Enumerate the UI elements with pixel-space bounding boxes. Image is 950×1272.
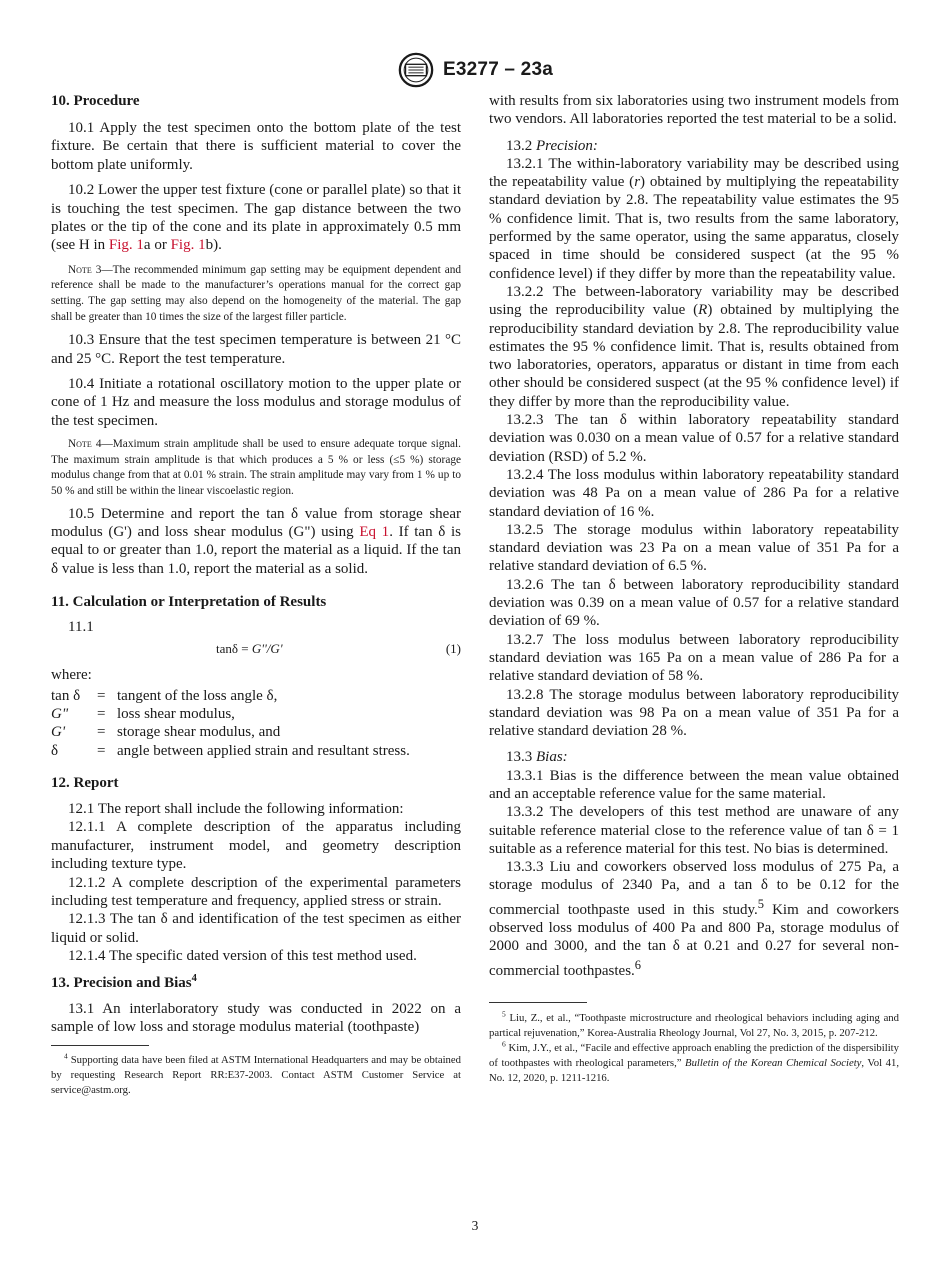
- paragraph-11-1: 11.1: [68, 619, 94, 636]
- definition-row: tan δ = tangent of the loss angle δ,: [51, 688, 278, 705]
- paragraph-12-1-2: 12.1.2 A complete description of the experimental parameters including test temperature and frequency, applied stress or strain.: [51, 874, 461, 909]
- right-column: [489, 92, 899, 1086]
- paragraph-13-2-3: 13.2.3 The tan δ within laboratory repeatability standard deviation was 0.030 on a mean value of 0.57 for a relative standard deviation (RSD) of 5.2 %.: [489, 412, 899, 465]
- section-11-heading: 11. Calculation or Interpretation of Results: [51, 594, 327, 611]
- paragraph-13-1: 13.1 An interlaboratory study was conducted in 2022 on a sample of low loss and storage modulus material (toothpaste): [51, 1000, 461, 1035]
- paragraph-13-3-1: 13.3.1 Bias is the difference between the mean value obtained and an acceptable reference value for the same material.: [489, 767, 899, 802]
- paragraph-13-2-5: 13.2.5 The storage modulus within laboratory repeatability standard deviation was 23 Pa on a mean value of 351 Pa for a relative standard deviation of 6.5 %.: [489, 521, 899, 575]
- note-4-label: Note 4: [68, 438, 102, 451]
- astm-logo-icon: [397, 51, 435, 89]
- paragraph-12-1: 12.1 The report shall include the following information:: [68, 800, 404, 817]
- footnote-4: $^4$ Supporting data have been filed at ASTM International Headquarters and may be obtained by requesting Research Report RR:E37-2003. Contact ASTM Customer Service at service@astm.org.: [51, 1051, 461, 1097]
- page-number: 3: [471, 1218, 479, 1233]
- paragraph-13-2-1: 13.2.1 The within-laboratory variability may be described using the repeatability value (r) obtained by multiplying the repeatability standard deviation by 2.8. The repeatability value estimates the 95 % confidence limit. That is, two results from the same laboratory, performed by the same operator, using the same apparatus, closely spaced in time should be considered suspect (at the 95 % confidence level) if they differ by more than the repeatability value.: [489, 155, 899, 282]
- footnote-4-ref[interactable]: 4: [191, 972, 197, 984]
- footnote-5-ref[interactable]: 5: [757, 896, 765, 911]
- fig1b-link[interactable]: Fig. 1: [170, 237, 206, 254]
- footnote-6: $^6$ Kim, J.Y., et al., “Facile and effective approach enabling the prediction of the dispersibility of toothpastes with rheological parameters,” Bulletin of the Korean Chemical Society, Vol 41, No. 12, 2020, p. 1211-1216.: [489, 1039, 899, 1084]
- definition-list: [51, 687, 461, 760]
- fig1a-link[interactable]: Fig. 1: [108, 237, 144, 254]
- footnote-5: $^5$ Liu, Z., et al., “Toothpaste microstructure and rheological behaviors including aging and partical rejuvenation,” Korea-Australia Rheology Journal, Vol 27, No. 3, 2015, p. 207-212.: [489, 1009, 899, 1039]
- paragraph-12-1-1: 12.1.1 A complete description of the apparatus including manufacturer, instrument model, and geometry description including texture type.: [51, 819, 461, 873]
- page-header: [0, 50, 950, 90]
- subsection-13-2-heading: 13.2 Precision:: [506, 137, 598, 154]
- standard-designation: E3277 – 23a: [443, 59, 553, 80]
- footnote-6-ref[interactable]: 6: [634, 957, 642, 972]
- subsection-13-3-heading: 13.3 Bias:: [506, 749, 568, 766]
- paragraph-13-2-7: 13.2.7 The loss modulus between laboratory reproducibility standard deviation was 165 Pa on a mean value of 286 Pa for a relative standard deviation of 58 %.: [489, 631, 899, 685]
- equation-1: [51, 640, 461, 658]
- equation-formula: tanδ = G''/G': [216, 640, 283, 656]
- section-12-heading: 12. Report: [51, 774, 119, 791]
- paragraph-13-3-2: 13.3.2 The developers of this test method are unaware of any suitable reference material close to the reference value of tan δ = 1 suitable as a reference material for this test. No bias is determined.: [489, 804, 899, 857]
- paragraph-10-4: 10.4 Initiate a rotational oscillatory motion to the upper plate or cone of 1 Hz and measure the loss modulus and storage modulus of the test specimen.: [51, 376, 461, 429]
- paragraph-13-3-3: 13.3.3 Liu and coworkers observed loss modulus of 275 Pa, a storage modulus of 2340 Pa, and a tan δ to be 0.12 for the commercial toothpaste used in this study.$^5$ Kim and coworkers observed loss modulus of 400 Pa and 800 Pa, storage modulus of 2000 and 3000, and the tan δ at 0.21 and 0.27 for several non-commercial toothpastes.$^6$: [489, 859, 899, 979]
- definition-row: G' = storage shear modulus, and: [51, 724, 281, 741]
- paragraph-10-5: 10.5 Determine and report the tan δ value from storage shear modulus (G') and loss shear modulus (G") using Eq 1. If tan δ is equal to or greater than 1.0, report the material as a liquid. If the tan δ value is less than 1.0, report the material as a solid.: [51, 505, 462, 577]
- paragraph-13-2-2: 13.2.2 The between-laboratory variability may be described using the reproducibility value (R) obtained by multiplying the reproducibility standard deviation by 2.8. The reproducibility value estimates the 95 % confidence limit. That is, results obtained from two laboratories, operators, apparatus or distant in time from each other should be considered suspect (at the 95 % confidence level) if they differ by more than the reproducibility value.: [489, 283, 899, 410]
- note-3-label: Note 3: [68, 263, 102, 276]
- note-4: Note 4—Maximum strain amplitude shall be used to ensure adequate torque signal. The maximum strain amplitude is that which produces a 5 % or less (≤5 %) storage modulus change from that at 0.01 % strain. The strain amplitude may vary from 1 % up to 50 % and still be within the linear viscoelastic region.: [51, 438, 461, 498]
- paragraph-13-2-8: 13.2.8 The storage modulus between laboratory reproducibility standard deviation was 98 Pa on a mean value of 351 Pa for a relative standard deviation 28 %.: [489, 686, 899, 740]
- definition-row: G" = loss shear modulus,: [51, 706, 235, 723]
- section-10-heading: 10. Procedure: [51, 93, 140, 109]
- definition-row: δ = angle between applied strain and resultant stress.: [51, 742, 410, 759]
- where-label: where:: [51, 666, 92, 683]
- paragraph-12-1-3: 12.1.3 The tan δ and identification of the test specimen as either liquid or solid.: [51, 911, 461, 946]
- paragraph-10-3: 10.3 Ensure that the test specimen temperature is between 21 °C and 25 °C. Report the test temperature.: [51, 332, 461, 367]
- paragraph-13-2-6: 13.2.6 The tan δ between laboratory reproducibility standard deviation was 0.39 on a mean value of 0.57 for a relative standard deviation of 69 %.: [489, 576, 899, 630]
- note-3: Note 3—The recommended minimum gap setting may be equipment dependent and reference shall be made to the manufacturer’s operations manual for the correct gap setting. The gap setting may also depend on the homogeneity of the material. The gap shall be greater than 10 times the size of the largest filler particle.: [51, 263, 462, 323]
- eq1-link[interactable]: Eq 1: [359, 524, 390, 541]
- paragraph-13-2-4: 13.2.4 The loss modulus within laboratory repeatability standard deviation was 48 Pa on a mean value of 286 Pa for a relative standard deviation of 16 %.: [489, 466, 899, 520]
- paragraph-13-1-continued: with results from six laboratories using two instrument models from two vendors. All laboratories reported the test material to be a solid.: [489, 93, 899, 128]
- left-column: [51, 92, 461, 1098]
- paragraph-10-2: 10.2 Lower the upper test fixture (cone or parallel plate) so that it is touching the test specimen. The gap distance between the two plates or the tip of the cone and its plate in approximately 0.5 mm (see H in Fig. 1a or Fig. 1b).: [51, 182, 461, 254]
- paragraph-12-1-4: 12.1.4 The specific dated version of this test method used.: [68, 948, 417, 965]
- equation-number: (1): [445, 640, 461, 656]
- section-13-heading: 13. Precision and Bias$^4$: [51, 972, 197, 991]
- paragraph-10-1: 10.1 Apply the test specimen onto the bottom plate of the test fixture. Be certain that there is sufficient material to cover the bottom plate uniformly.: [51, 120, 461, 173]
